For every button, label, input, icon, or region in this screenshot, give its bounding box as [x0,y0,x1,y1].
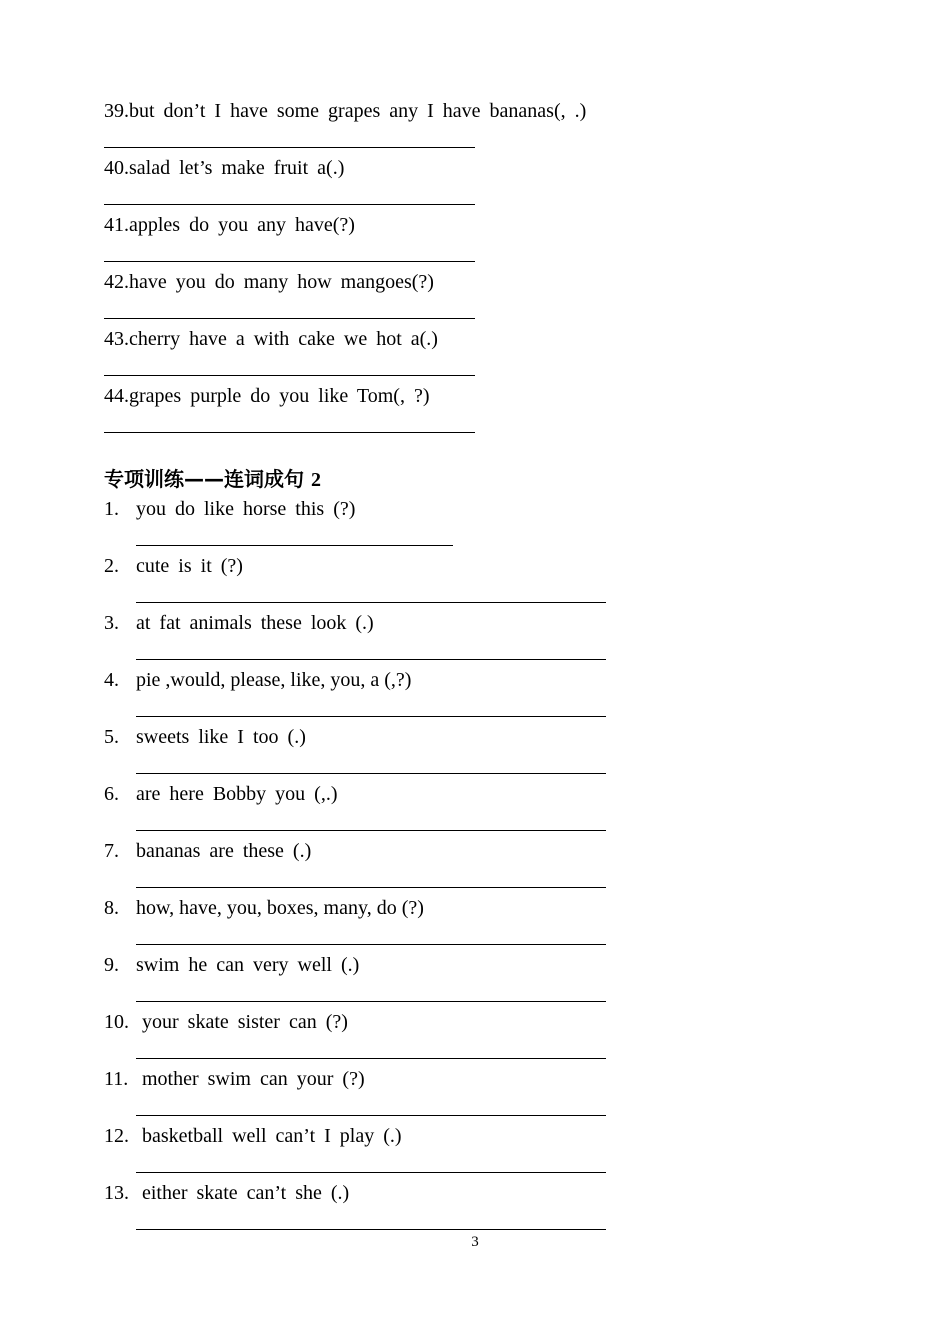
exercise-7-prompt: bananas are these (.) [136,840,312,862]
exercise-3-number: 3. [104,612,119,634]
exercise-2-number: 2. [104,555,119,577]
exercise-4-prompt: pie ,would, please, like, you, a (,?) [136,669,412,691]
exercise-41-answer-line[interactable] [104,261,475,262]
exercise-39-prompt: 39.but don’t I have some grapes any I have bananas(, .) [104,100,587,122]
section-title-text: 专项训练——连词成句 [104,467,304,491]
exercise-9-number: 9. [104,954,119,976]
exercise-10-number: 10. [104,1011,129,1033]
exercise-44-prompt: 44.grapes purple do you like Tom(, ?) [104,385,430,407]
exercise-6-prompt: are here Bobby you (,.) [136,783,338,805]
exercise-11-prompt: mother swim can your (?) [142,1068,365,1090]
exercise-13-number: 13. [104,1182,129,1204]
exercise-40-answer-line[interactable] [104,204,475,205]
section-title-number: 2 [310,469,321,491]
exercise-12-number: 12. [104,1125,129,1147]
page-number: 3 [471,1234,479,1250]
exercise-6-answer-line[interactable] [136,830,606,831]
exercise-8-prompt: how, have, you, boxes, many, do (?) [136,897,424,919]
exercise-5-prompt: sweets like I too (.) [136,726,306,748]
exercise-1-prompt: you do like horse this (?) [136,498,356,520]
exercise-5-answer-line[interactable] [136,773,606,774]
exercise-12-answer-line[interactable] [136,1172,606,1173]
exercise-11-number: 11. [104,1068,129,1090]
exercise-1-answer-line[interactable] [136,545,453,546]
exercise-6-number: 6. [104,783,119,805]
section-title [104,466,321,493]
exercise-40-prompt: 40.salad let’s make fruit a(.) [104,157,345,179]
exercise-2-prompt: cute is it (?) [136,555,243,577]
exercise-13-answer-line[interactable] [136,1229,606,1230]
exercise-3-answer-line[interactable] [136,659,606,660]
exercise-7-number: 7. [104,840,119,862]
exercise-3-prompt: at fat animals these look (.) [136,612,374,634]
exercise-5-number: 5. [104,726,119,748]
exercise-43-answer-line[interactable] [104,375,475,376]
exercise-8-answer-line[interactable] [136,944,606,945]
exercise-42-prompt: 42.have you do many how mangoes(?) [104,271,434,293]
exercise-9-prompt: swim he can very well (.) [136,954,360,976]
exercise-1-number: 1. [104,498,119,520]
exercise-4-number: 4. [104,669,119,691]
exercise-8-number: 8. [104,897,119,919]
exercise-13-prompt: either skate can’t she (.) [142,1182,350,1204]
exercise-43-prompt: 43.cherry have a with cake we hot a(.) [104,328,438,350]
exercise-39-answer-line[interactable] [104,147,475,148]
exercise-42-answer-line[interactable] [104,318,475,319]
exercise-44-answer-line[interactable] [104,432,475,433]
exercise-4-answer-line[interactable] [136,716,606,717]
exercise-10-answer-line[interactable] [136,1058,606,1059]
exercise-41-prompt: 41.apples do you any have(?) [104,214,355,236]
exercise-2-answer-line[interactable] [136,602,606,603]
exercise-9-answer-line[interactable] [136,1001,606,1002]
exercise-11-answer-line[interactable] [136,1115,606,1116]
exercise-12-prompt: basketball well can’t I play (.) [142,1125,402,1147]
exercise-7-answer-line[interactable] [136,887,606,888]
exercise-10-prompt: your skate sister can (?) [142,1011,348,1033]
